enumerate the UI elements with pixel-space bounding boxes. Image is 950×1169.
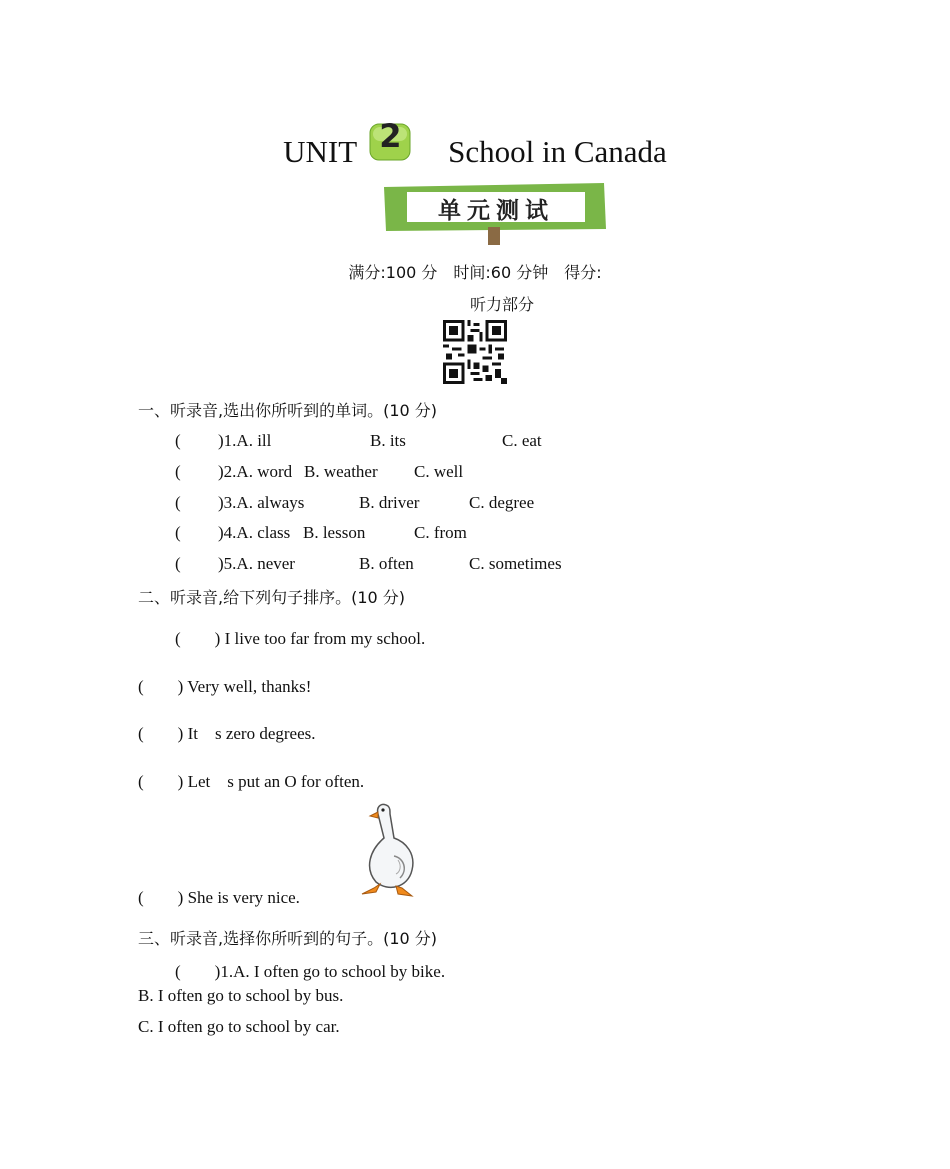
unit-number: 2 (379, 117, 402, 155)
section-2-item: ( ) She is very nice. (138, 888, 300, 907)
goose-illustration (354, 796, 418, 900)
section-2-item: ( ) I live too far from my school. (175, 629, 426, 648)
section-2-heading: 二、听录音,给下列句子排序。(10 分) (138, 588, 406, 607)
section-2-item: ( ) Very well, thanks! (138, 677, 312, 696)
qr-code (443, 320, 507, 384)
unit-title: School in Canada (448, 134, 667, 169)
section-3-option-b: B. I often go to school by bus. (138, 986, 344, 1005)
unit-test-banner (380, 181, 608, 247)
listening-section-title: 听力部分 (470, 295, 535, 314)
unit-label: UNIT (283, 134, 357, 169)
section-3-option-c: C. I often go to school by car. (138, 1017, 340, 1036)
section-2-item: ( ) Let s put an O for often. (138, 772, 365, 791)
score-time-info: 满分:100 分 时间:60 分钟 得分: (348, 263, 602, 282)
section-1-heading: 一、听录音,选出你所听到的单词。(10 分) (138, 401, 438, 420)
unit-number-badge (368, 117, 412, 168)
section-3-heading: 三、听录音,选择你所听到的句子。(10 分) (138, 929, 438, 948)
section-3-question-1: ( )1.A. I often go to school by bike. (175, 962, 446, 981)
section-2-item: ( ) It s zero degrees. (138, 724, 316, 743)
page-title (0, 117, 950, 170)
banner-text: 单元测试 (438, 198, 554, 224)
